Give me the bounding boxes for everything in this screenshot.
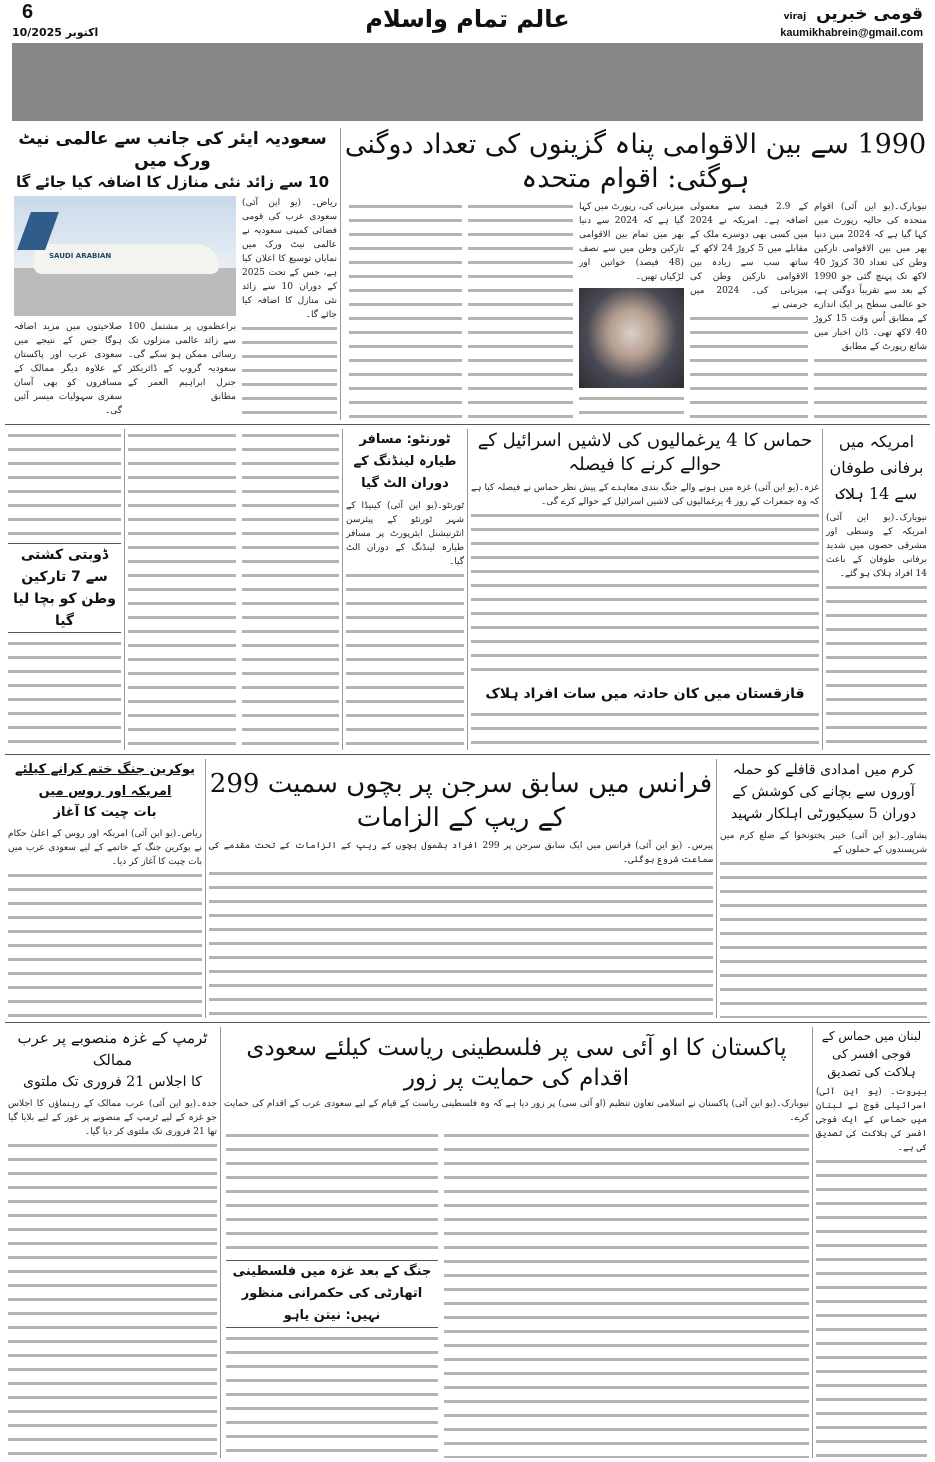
- headline-us-snow: امریکہ میں برفانی طوفان سے 14 ہلاک: [829, 432, 924, 503]
- headline-netanyahu: جنگ کے بعد غزہ میں فلسطینی اتھارٹی کی حکمرانی منظور نہیں: نیتن یاہو: [226, 1260, 438, 1328]
- netanyahu-body: [226, 1332, 438, 1459]
- us-snow-lead: نیویارک۔(یو این آئی) امریکہ کے وسطی اور مشرقی حصوں میں شدید برفانی طوفان کے باعث 14 افراد ہلاک ہو گئے۔: [826, 513, 927, 579]
- subheadline-saudi-air: 10 سے زائد نئی منازل کا اضافہ کیا جائے گا: [15, 173, 330, 191]
- row-second: [5, 424, 930, 754]
- saudi-air-col1-cont: [242, 322, 337, 420]
- drowning-body: [8, 637, 121, 750]
- story-france: [205, 759, 716, 1018]
- un-refugees-col3-cont: [579, 392, 684, 420]
- un-refugees-col4: [468, 200, 573, 420]
- subheadline-trump-gaza: کا اجلاس 21 فروری تک ملتوی: [23, 1074, 202, 1090]
- un-refugees-col5: [349, 200, 462, 420]
- saudi-air-cont-3: [8, 429, 121, 539]
- france-body: [209, 867, 713, 1018]
- trump-gaza-body: [8, 1139, 217, 1458]
- story-trump-gaza: [5, 1027, 220, 1458]
- story-ukraine: [5, 759, 205, 1018]
- row-bottom: [5, 1022, 930, 1462]
- story-un-refugees: [340, 128, 930, 420]
- email: kaumikhabrein@gmail.com: [780, 27, 923, 39]
- subheadline-ukraine: بات چیت کا آغاز: [53, 805, 157, 820]
- toronto-lead: ٹورنٹو۔(یو این آئی) کینیڈا کے شہر ٹورنٹو کے پیئرسن انٹرنیشنل ایئرپورٹ پر مسافر طیارہ لینڈنگ کے دوران الٹ گیا۔: [346, 501, 464, 567]
- kazakhstan-body: [471, 708, 819, 750]
- hamas-lead: غزہ۔(یو این آئی) غزہ میں ہونے والے جنگ بندی معاہدے کے پیش نظر حماس نے فیصلہ کیا ہے کہ وہ جمعرات کے روز 4 یرغمالیوں کی لاشیں اسرائیل کے حوالے کرے گی۔: [471, 483, 819, 507]
- story-drowning: [5, 429, 124, 750]
- saudi-air-cont-1: [242, 429, 339, 750]
- logo-text: قومی خبریں: [816, 4, 923, 24]
- story-lebanon: [812, 1027, 930, 1458]
- trump-gaza-lead: جدہ۔(یو این آئی) عرب ممالک کے رہنماؤں کا اجلاس جو غزہ کے لیے ٹرمپ کے منصوبے پر غور کے لیے بلایا گیا تھا 21 فروری تک ملتوی کر دیا گیا۔: [8, 1099, 217, 1137]
- un-refugees-col1-cont: [814, 354, 927, 420]
- ukraine-body: [8, 869, 202, 1018]
- story-saudi-air-continued: [124, 429, 342, 750]
- un-refugees-col1: نیویارک۔(یو این آئی) اقوام متحدہ کی حالیہ رپورٹ میں کہا گیا ہے کہ 2024 میں دنیا بھر میں بین الاقوامی تارکین وطن کی تعداد 30 کروڑ 40 لاکھ تک پہنچ گئی جو 1990 کے بعد سے تقریباً دوگنی ہے، جو عالمی سطح پر ایک اندازے کے مطابق اُس وقت 15 کروڑ 40 لاکھ تھی۔ ڈان اخبار میں شائع رپورٹ کے مطابق: [814, 202, 927, 352]
- headline-france: فرانس میں سابق سرجن پر بچوں سمیت 299 کے ریپ کے الزامات: [209, 769, 713, 833]
- saudi-airplane-photo: [14, 196, 236, 316]
- story-toronto: [342, 429, 467, 750]
- hamas-body: [471, 509, 819, 680]
- pakistan-oic-lead: نیویارک۔(یو این آئی) پاکستان نے اسلامی تعاون تنظیم (او آئی سی) پر زور دیا ہے کہ وہ فلسطینی ریاست کے قیام کے لیے سعودی عرب کے اقدام کی حمایت کرے۔: [224, 1099, 809, 1123]
- section-title: عالم تمام واسلام: [365, 5, 570, 33]
- page-number: 6: [22, 1, 34, 23]
- headline-drowning: ڈوبتی کشتی سے 7 تارکین وطن کو بچا لیا گیا: [8, 543, 121, 633]
- row-top: [5, 124, 930, 424]
- ukraine-lead: ریاض۔(یو این آئی) امریکہ اور روس کے اعلیٰ حکام نے یوکرین جنگ کے خاتمے کے لیے سعودی عرب میں بات چیت کا آغاز کر دیا۔: [8, 829, 202, 867]
- pakistan-oic-body: [444, 1129, 809, 1458]
- story-kurram: [716, 759, 930, 1018]
- headline-toronto: ٹورنٹو: مسافر طیارہ لینڈنگ کے دوران الٹ گیا: [353, 432, 457, 491]
- saudi-air-col2: براعظموں پر مشتمل 100 سے زائد عالمی منزلوں تک رسائی ممکن ہو سکے گی۔ سعودیہ گروپ کے ڈائریکٹر جنرل ابراہیم العمر کے مطابق: [128, 322, 236, 402]
- un-refugees-col2-cont: [690, 312, 808, 420]
- headline-hamas: حماس کا 4 یرغمالیوں کی لاشیں اسرائیل کے حوالے کرنے کا فیصلہ: [477, 430, 813, 475]
- headline-kazakhstan: قازقستان میں کان حادثہ میں سات افراد ہلاک: [485, 686, 805, 702]
- kurram-lead: پشاور۔(یو این آئی) خیبر پختونخوا کے ضلع کرم میں شرپسندوں کے حملوں کے: [720, 831, 927, 855]
- story-saudi-air: [5, 128, 340, 420]
- banner-image: [12, 43, 923, 121]
- un-refugees-col3: میزبانی کی، رپورٹ میں کہا گیا ہے کہ 2024 سے دنیا بھر میں تمام بین الاقوامی تارکین وطن میں سے نصف (48 فیصد) خواتین اور لڑکیاں تھیں۔: [579, 202, 684, 282]
- headline-pakistan-oic: پاکستان کا او آئی سی پر فلسطینی ریاست کیلئے سعودی اقدام کی حمایت پر زور: [246, 1035, 787, 1091]
- headline-saudi-air: سعودیہ ایئر کی جانب سے عالمی نیٹ ورک میں: [18, 129, 327, 171]
- saudi-air-col1: ریاض۔ (یو این آئی) سعودی عرب کی قومی فضائی کمپنی سعودیہ نے عالمی نیٹ ورک میں نمایاں توسیع کا اعلان کیا ہے، جس کے تحت 2025 کے دوران 10 سے زائد نئی منازل کا اضافہ کیا جائے گا۔: [242, 198, 337, 320]
- date: 10/اکتوبر 2025: [12, 26, 99, 39]
- headline-trump-gaza: ٹرمپ کے غزہ منصوبے پر عرب ممالک: [17, 1029, 208, 1069]
- story-hamas: [467, 429, 822, 750]
- saudi-air-col3: صلاحیتوں میں مزید اضافہ ہوگا جس کے نتیجے میں سعودی عرب اور پاکستان کے علاوہ دیگر ممالک کے مسافروں کو بھی آسان سفری سہولیات میسر آئیں گی۔: [14, 322, 122, 416]
- headline-lebanon: لبنان میں حماس کے فوجی افسر کی ہلاکت کی تصدیق: [821, 1029, 922, 1079]
- lebanon-body: [816, 1155, 927, 1458]
- headline-ukraine: یوکرین جنگ ختم کرانے کیلئے امریکہ اور روس میں: [15, 762, 195, 799]
- kurram-body: [720, 857, 927, 1018]
- story-pakistan-oic: [220, 1027, 812, 1458]
- plane-livery: SAUDI ARABIAN: [49, 252, 112, 260]
- saudi-air-cont-2: [128, 429, 236, 750]
- row-third: [5, 754, 930, 1022]
- masthead: [5, 0, 930, 42]
- story-us-snow: [822, 429, 930, 750]
- lebanon-lead: بیروت۔ (یو این آئی) اسرائیلی فوج نے لبنان میں حماس کے ایک فوجی افسر کی ہلاکت کی تصدیق کی ہے۔: [816, 1087, 927, 1153]
- un-refugees-col2: کے 2.9 فیصد سے معمولی اضافہ ہے۔ امریکہ نے 2024 میں کسی بھی دوسرے ملک کے مقابلے میں 5 کروڑ 24 لاکھ کے ساتھ سب سے زیادہ بین الاقوامی تارکین وطن کی میزبانی کی۔ 2024 میں جرمنی نے: [690, 202, 809, 310]
- us-snow-body: [826, 581, 927, 750]
- pakistan-oic-body-left: [226, 1129, 438, 1256]
- logo-mark: viraj: [783, 12, 807, 22]
- toronto-body: [346, 569, 464, 750]
- headline-un-refugees: 1990 سے بین الاقوامی پناہ گزینوں کی تعداد دوگنی ہوگئی: اقوام متحدہ: [344, 129, 927, 194]
- antonio-guterres-photo: [579, 288, 684, 388]
- france-lead: پیرس۔ (یو این آئی) فرانس میں ایک سابق سرجن پر 299 افراد بشمول بچوں کے ریپ کے الزامات کے تحت مقدمے کی سماعت شروع ہوگئی۔: [209, 841, 713, 865]
- logo: [784, 4, 923, 27]
- headline-kurram: کرم میں امدادی قافلے کو حملہ آوروں سے بچانے کی کوشش کے دوران 5 سیکیورٹی اہلکار شہید: [730, 762, 917, 822]
